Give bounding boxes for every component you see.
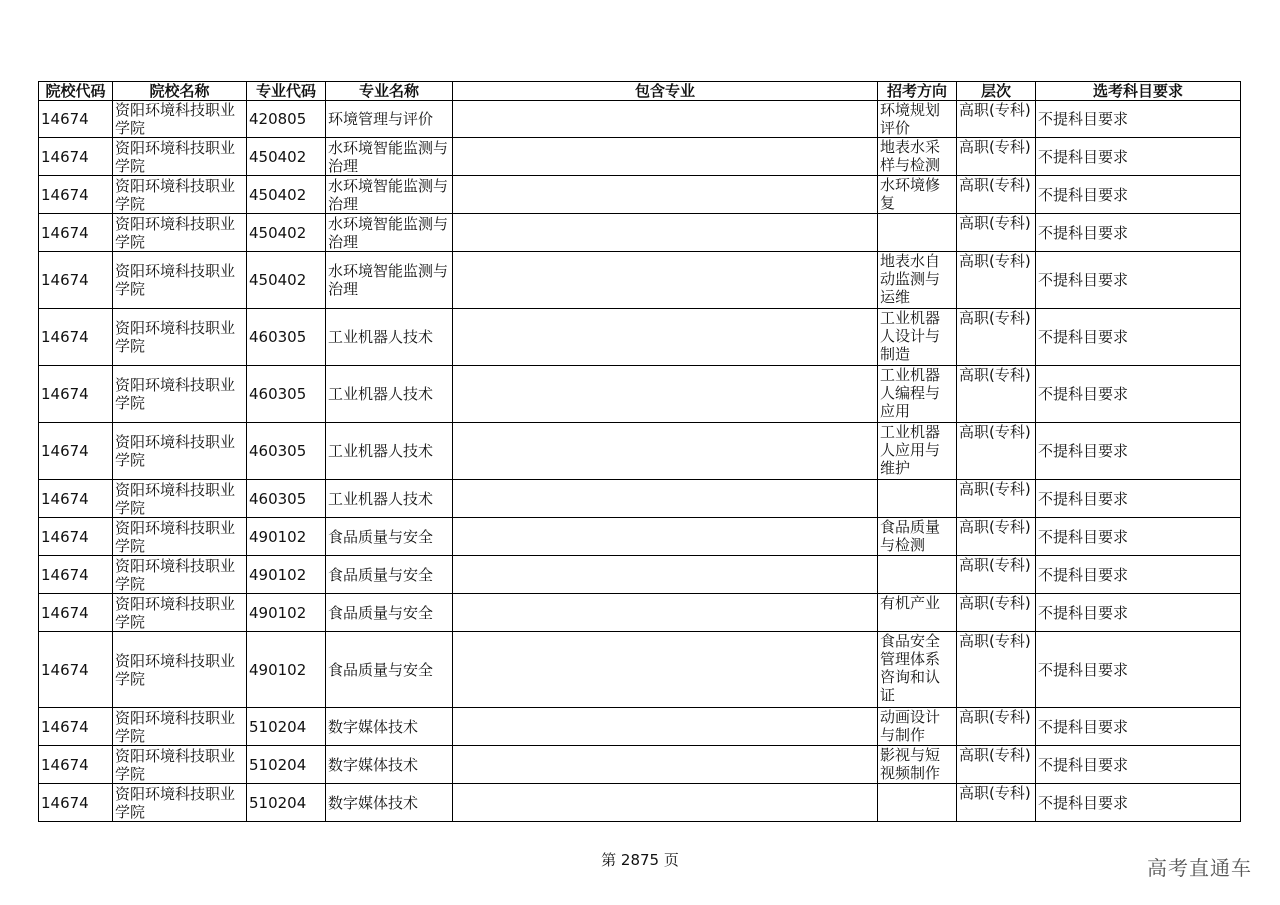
cell-major-code: 490102	[247, 518, 326, 556]
table-row	[39, 518, 1241, 556]
cell-included-majors	[453, 556, 878, 594]
cell-direction: 水环境修复	[878, 176, 957, 214]
cell-level: 高职(专科)	[957, 480, 1036, 518]
cell-school-name: 资阳环境科技职业学院	[113, 594, 247, 632]
cell-school-code: 14674	[39, 309, 113, 366]
table-row	[39, 594, 1241, 632]
cell-level: 高职(专科)	[957, 423, 1036, 480]
cell-included-majors	[453, 214, 878, 252]
header-school-code: 院校代码	[39, 82, 113, 101]
cell-school-code: 14674	[39, 214, 113, 252]
cell-major-code: 450402	[247, 214, 326, 252]
cell-direction: 环境规划评价	[878, 101, 957, 138]
cell-major-code: 490102	[247, 556, 326, 594]
cell-major-code: 450402	[247, 138, 326, 176]
cell-subject-requirement: 不提科目要求	[1036, 214, 1241, 252]
cell-level: 高职(专科)	[957, 176, 1036, 214]
cell-included-majors	[453, 423, 878, 480]
cell-level: 高职(专科)	[957, 252, 1036, 309]
cell-school-code: 14674	[39, 252, 113, 309]
cell-school-name: 资阳环境科技职业学院	[113, 423, 247, 480]
cell-major-code: 420805	[247, 101, 326, 138]
cell-school-name: 资阳环境科技职业学院	[113, 518, 247, 556]
cell-major-code: 460305	[247, 480, 326, 518]
table-row	[39, 176, 1241, 214]
cell-subject-requirement: 不提科目要求	[1036, 708, 1241, 746]
cell-level: 高职(专科)	[957, 746, 1036, 784]
cell-included-majors	[453, 784, 878, 822]
cell-included-majors	[453, 594, 878, 632]
cell-level: 高职(专科)	[957, 632, 1036, 708]
cell-school-code: 14674	[39, 138, 113, 176]
cell-subject-requirement: 不提科目要求	[1036, 480, 1241, 518]
cell-included-majors	[453, 518, 878, 556]
table-body	[39, 101, 1241, 822]
cell-major-name: 食品质量与安全	[326, 556, 453, 594]
header-level: 层次	[957, 82, 1036, 101]
table-row	[39, 708, 1241, 746]
cell-major-name: 数字媒体技术	[326, 746, 453, 784]
table-row	[39, 101, 1241, 138]
cell-major-code: 460305	[247, 366, 326, 423]
cell-level: 高职(专科)	[957, 784, 1036, 822]
cell-level: 高职(专科)	[957, 214, 1036, 252]
cell-school-code: 14674	[39, 594, 113, 632]
cell-subject-requirement: 不提科目要求	[1036, 556, 1241, 594]
cell-major-code: 450402	[247, 176, 326, 214]
admissions-table	[38, 81, 1241, 822]
cell-direction: 工业机器人编程与应用	[878, 366, 957, 423]
cell-included-majors	[453, 138, 878, 176]
table-row	[39, 366, 1241, 423]
cell-school-name: 资阳环境科技职业学院	[113, 708, 247, 746]
table-row	[39, 480, 1241, 518]
cell-direction: 工业机器人应用与维护	[878, 423, 957, 480]
cell-major-name: 水环境智能监测与治理	[326, 214, 453, 252]
cell-level: 高职(专科)	[957, 366, 1036, 423]
cell-included-majors	[453, 252, 878, 309]
cell-included-majors	[453, 101, 878, 138]
cell-subject-requirement: 不提科目要求	[1036, 632, 1241, 708]
cell-school-code: 14674	[39, 518, 113, 556]
cell-included-majors	[453, 176, 878, 214]
cell-major-name: 数字媒体技术	[326, 708, 453, 746]
cell-subject-requirement: 不提科目要求	[1036, 252, 1241, 309]
cell-school-code: 14674	[39, 708, 113, 746]
table-row	[39, 632, 1241, 708]
table-row	[39, 138, 1241, 176]
cell-major-name: 工业机器人技术	[326, 423, 453, 480]
cell-major-name: 食品质量与安全	[326, 594, 453, 632]
cell-school-name: 资阳环境科技职业学院	[113, 556, 247, 594]
cell-level: 高职(专科)	[957, 101, 1036, 138]
cell-subject-requirement: 不提科目要求	[1036, 423, 1241, 480]
cell-school-name: 资阳环境科技职业学院	[113, 632, 247, 708]
cell-school-code: 14674	[39, 632, 113, 708]
cell-major-name: 水环境智能监测与治理	[326, 138, 453, 176]
cell-school-code: 14674	[39, 480, 113, 518]
header-direction: 招考方向	[878, 82, 957, 101]
cell-major-code: 510204	[247, 708, 326, 746]
cell-direction: 有机产业	[878, 594, 957, 632]
cell-direction: 食品安全管理体系咨询和认证	[878, 632, 957, 708]
cell-direction: 地表水采样与检测	[878, 138, 957, 176]
cell-major-name: 数字媒体技术	[326, 784, 453, 822]
table-row	[39, 252, 1241, 309]
cell-level: 高职(专科)	[957, 138, 1036, 176]
table-header-row	[39, 82, 1241, 101]
cell-major-name: 工业机器人技术	[326, 366, 453, 423]
table-row	[39, 784, 1241, 822]
cell-school-code: 14674	[39, 176, 113, 214]
cell-major-code: 490102	[247, 632, 326, 708]
cell-school-name: 资阳环境科技职业学院	[113, 309, 247, 366]
cell-major-name: 水环境智能监测与治理	[326, 176, 453, 214]
cell-included-majors	[453, 366, 878, 423]
cell-direction	[878, 784, 957, 822]
cell-included-majors	[453, 746, 878, 784]
cell-major-name: 工业机器人技术	[326, 480, 453, 518]
cell-major-code: 460305	[247, 423, 326, 480]
cell-included-majors	[453, 632, 878, 708]
cell-direction	[878, 556, 957, 594]
table-row	[39, 423, 1241, 480]
cell-school-code: 14674	[39, 101, 113, 138]
cell-school-name: 资阳环境科技职业学院	[113, 176, 247, 214]
table-row	[39, 214, 1241, 252]
cell-major-code: 450402	[247, 252, 326, 309]
cell-subject-requirement: 不提科目要求	[1036, 176, 1241, 214]
cell-major-name: 食品质量与安全	[326, 632, 453, 708]
cell-subject-requirement: 不提科目要求	[1036, 784, 1241, 822]
header-school-name: 院校名称	[113, 82, 247, 101]
cell-school-code: 14674	[39, 423, 113, 480]
cell-subject-requirement: 不提科目要求	[1036, 309, 1241, 366]
cell-direction: 地表水自动监测与运维	[878, 252, 957, 309]
cell-level: 高职(专科)	[957, 309, 1036, 366]
cell-major-name: 环境管理与评价	[326, 101, 453, 138]
table-row	[39, 556, 1241, 594]
cell-school-code: 14674	[39, 556, 113, 594]
cell-subject-requirement: 不提科目要求	[1036, 366, 1241, 423]
cell-school-code: 14674	[39, 784, 113, 822]
cell-major-code: 490102	[247, 594, 326, 632]
cell-level: 高职(专科)	[957, 556, 1036, 594]
cell-major-name: 食品质量与安全	[326, 518, 453, 556]
cell-subject-requirement: 不提科目要求	[1036, 746, 1241, 784]
header-major-name: 专业名称	[326, 82, 453, 101]
cell-subject-requirement: 不提科目要求	[1036, 594, 1241, 632]
cell-school-name: 资阳环境科技职业学院	[113, 138, 247, 176]
cell-school-name: 资阳环境科技职业学院	[113, 101, 247, 138]
table-row	[39, 309, 1241, 366]
cell-included-majors	[453, 708, 878, 746]
cell-major-name: 工业机器人技术	[326, 309, 453, 366]
cell-school-code: 14674	[39, 746, 113, 784]
cell-level: 高职(专科)	[957, 594, 1036, 632]
table-row	[39, 746, 1241, 784]
header-subject-requirement: 选考科目要求	[1036, 82, 1241, 101]
page-number: 第 2875 页	[601, 851, 679, 869]
cell-level: 高职(专科)	[957, 518, 1036, 556]
cell-included-majors	[453, 480, 878, 518]
cell-school-code: 14674	[39, 366, 113, 423]
cell-direction: 食品质量与检测	[878, 518, 957, 556]
cell-school-name: 资阳环境科技职业学院	[113, 252, 247, 309]
cell-direction: 动画设计与制作	[878, 708, 957, 746]
cell-subject-requirement: 不提科目要求	[1036, 101, 1241, 138]
cell-subject-requirement: 不提科目要求	[1036, 138, 1241, 176]
header-included-majors: 包含专业	[453, 82, 878, 101]
cell-school-name: 资阳环境科技职业学院	[113, 746, 247, 784]
cell-direction: 工业机器人设计与制造	[878, 309, 957, 366]
cell-included-majors	[453, 309, 878, 366]
cell-school-name: 资阳环境科技职业学院	[113, 366, 247, 423]
cell-subject-requirement: 不提科目要求	[1036, 518, 1241, 556]
cell-direction	[878, 480, 957, 518]
cell-direction: 影视与短视频制作	[878, 746, 957, 784]
cell-school-name: 资阳环境科技职业学院	[113, 214, 247, 252]
cell-major-name: 水环境智能监测与治理	[326, 252, 453, 309]
cell-major-code: 510204	[247, 784, 326, 822]
cell-school-name: 资阳环境科技职业学院	[113, 480, 247, 518]
cell-level: 高职(专科)	[957, 708, 1036, 746]
cell-major-code: 510204	[247, 746, 326, 784]
admissions-table-container	[38, 81, 1240, 822]
cell-major-code: 460305	[247, 309, 326, 366]
watermark-text: 高考直通车	[1147, 856, 1252, 880]
header-major-code: 专业代码	[247, 82, 326, 101]
cell-direction	[878, 214, 957, 252]
cell-school-name: 资阳环境科技职业学院	[113, 784, 247, 822]
